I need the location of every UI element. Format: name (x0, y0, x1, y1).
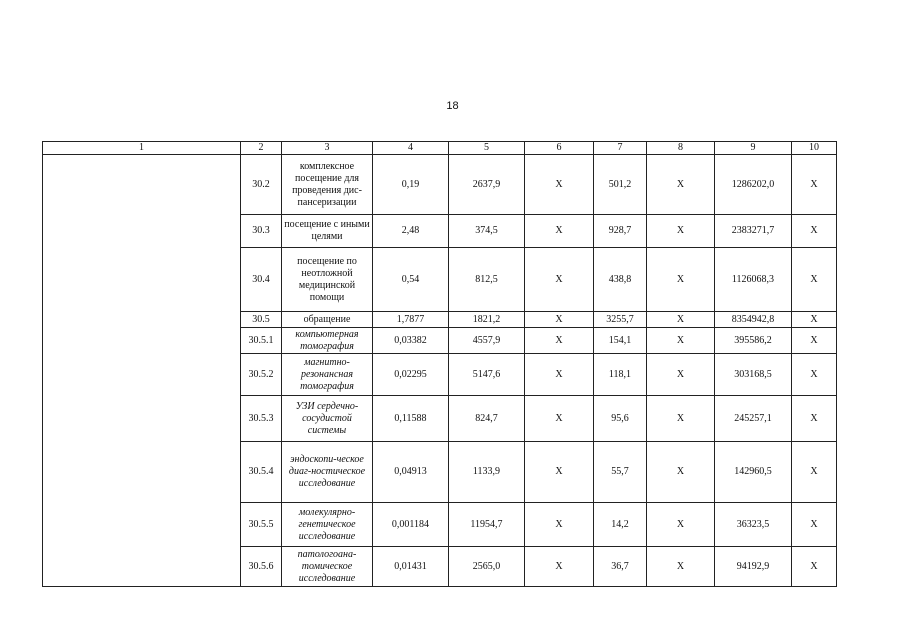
cell-col-8: Х (647, 215, 715, 248)
cell-total-cost: 1286202,0 (715, 155, 792, 215)
cell-norm-volume: 0,03382 (373, 328, 449, 354)
cell-per-capita: 14,2 (594, 503, 647, 547)
cell-norm-volume: 0,04913 (373, 442, 449, 503)
cell-total-cost: 36323,5 (715, 503, 792, 547)
cell-norm-volume: 0,02295 (373, 354, 449, 396)
column-header-9: 9 (715, 142, 792, 155)
cell-per-capita: 3255,7 (594, 312, 647, 328)
column-header-2: 2 (241, 142, 282, 155)
cell-col-8: Х (647, 328, 715, 354)
cell-norm-volume: 0,001184 (373, 503, 449, 547)
column-header-8: 8 (647, 142, 715, 155)
cell-row-number: 30.5.4 (241, 442, 282, 503)
cell-col-10: Х (792, 155, 837, 215)
cell-col-8: Х (647, 354, 715, 396)
cell-indicator: посещение по неотложной медицинской помощи (282, 248, 373, 312)
cell-norm-cost: 2637,9 (449, 155, 525, 215)
cell-col-8: Х (647, 442, 715, 503)
cell-row-number: 30.5.1 (241, 328, 282, 354)
cell-per-capita: 55,7 (594, 442, 647, 503)
column-header-3: 3 (282, 142, 373, 155)
cell-indicator: молекулярно-генетическое исследование (282, 503, 373, 547)
cell-total-cost: 303168,5 (715, 354, 792, 396)
cell-col-10: Х (792, 396, 837, 442)
cell-norm-cost: 374,5 (449, 215, 525, 248)
cell-col-8: Х (647, 248, 715, 312)
cell-col-10: Х (792, 248, 837, 312)
cell-col-6: Х (525, 155, 594, 215)
cell-col-6: Х (525, 215, 594, 248)
cell-total-cost: 142960,5 (715, 442, 792, 503)
cell-total-cost: 395586,2 (715, 328, 792, 354)
cell-per-capita: 154,1 (594, 328, 647, 354)
cell-col-8: Х (647, 312, 715, 328)
cell-total-cost: 245257,1 (715, 396, 792, 442)
cell-col-6: Х (525, 547, 594, 587)
cell-norm-cost: 1821,2 (449, 312, 525, 328)
column-header-6: 6 (525, 142, 594, 155)
cell-col-6: Х (525, 312, 594, 328)
cell-col-10: Х (792, 503, 837, 547)
data-table (42, 141, 837, 587)
cell-indicator: патологоана-томическое исследование (282, 547, 373, 587)
cell-col-10: Х (792, 442, 837, 503)
cell-norm-cost: 812,5 (449, 248, 525, 312)
cell-col-10: Х (792, 312, 837, 328)
cell-col-10: Х (792, 215, 837, 248)
column-header-7: 7 (594, 142, 647, 155)
cell-norm-cost: 5147,6 (449, 354, 525, 396)
cell-norm-cost: 1133,9 (449, 442, 525, 503)
cell-indicator: УЗИ сердечно-сосудистой системы (282, 396, 373, 442)
column-header-5: 5 (449, 142, 525, 155)
cell-norm-volume: 0,19 (373, 155, 449, 215)
cell-norm-cost: 824,7 (449, 396, 525, 442)
cell-indicator: эндоскопи-ческое диаг-ностическое исследование (282, 442, 373, 503)
cell-row-number: 30.4 (241, 248, 282, 312)
cell-per-capita: 118,1 (594, 354, 647, 396)
column-header-10: 10 (792, 142, 837, 155)
cell-col-6: Х (525, 396, 594, 442)
cell-total-cost: 2383271,7 (715, 215, 792, 248)
cell-col-10: Х (792, 547, 837, 587)
cell-per-capita: 501,2 (594, 155, 647, 215)
cell-col-10: Х (792, 354, 837, 396)
cell-norm-volume: 2,48 (373, 215, 449, 248)
cell-row-number: 30.5.3 (241, 396, 282, 442)
cell-region (43, 155, 241, 587)
column-header-4: 4 (373, 142, 449, 155)
cell-per-capita: 36,7 (594, 547, 647, 587)
cell-indicator: компьютерная томография (282, 328, 373, 354)
cell-indicator: посещение с иными целями (282, 215, 373, 248)
cell-row-number: 30.3 (241, 215, 282, 248)
cell-norm-cost: 4557,9 (449, 328, 525, 354)
cell-col-8: Х (647, 396, 715, 442)
cell-indicator: обращение (282, 312, 373, 328)
cell-norm-volume: 1,7877 (373, 312, 449, 328)
cell-col-8: Х (647, 155, 715, 215)
cell-row-number: 30.5 (241, 312, 282, 328)
cell-col-6: Х (525, 354, 594, 396)
cell-row-number: 30.5.2 (241, 354, 282, 396)
cell-col-6: Х (525, 503, 594, 547)
cell-total-cost: 8354942,8 (715, 312, 792, 328)
cell-indicator: магнитно-резонансная томография (282, 354, 373, 396)
page-number: 18 (446, 100, 459, 112)
cell-col-6: Х (525, 248, 594, 312)
cell-per-capita: 438,8 (594, 248, 647, 312)
cell-norm-volume: 0,54 (373, 248, 449, 312)
cell-norm-cost: 2565,0 (449, 547, 525, 587)
cell-col-6: Х (525, 442, 594, 503)
cell-col-10: Х (792, 328, 837, 354)
cell-norm-cost: 11954,7 (449, 503, 525, 547)
cell-col-6: Х (525, 328, 594, 354)
table-row (43, 155, 837, 215)
cell-row-number: 30.5.6 (241, 547, 282, 587)
cell-total-cost: 1126068,3 (715, 248, 792, 312)
cell-row-number: 30.2 (241, 155, 282, 215)
cell-col-8: Х (647, 503, 715, 547)
cell-total-cost: 94192,9 (715, 547, 792, 587)
cell-per-capita: 95,6 (594, 396, 647, 442)
cell-row-number: 30.5.5 (241, 503, 282, 547)
header-row (43, 142, 837, 155)
cell-col-8: Х (647, 547, 715, 587)
column-header-1: 1 (43, 142, 241, 155)
cell-per-capita: 928,7 (594, 215, 647, 248)
cell-norm-volume: 0,01431 (373, 547, 449, 587)
cell-indicator: комплексное посещение для проведения дис-пансеризации (282, 155, 373, 215)
cell-norm-volume: 0,11588 (373, 396, 449, 442)
